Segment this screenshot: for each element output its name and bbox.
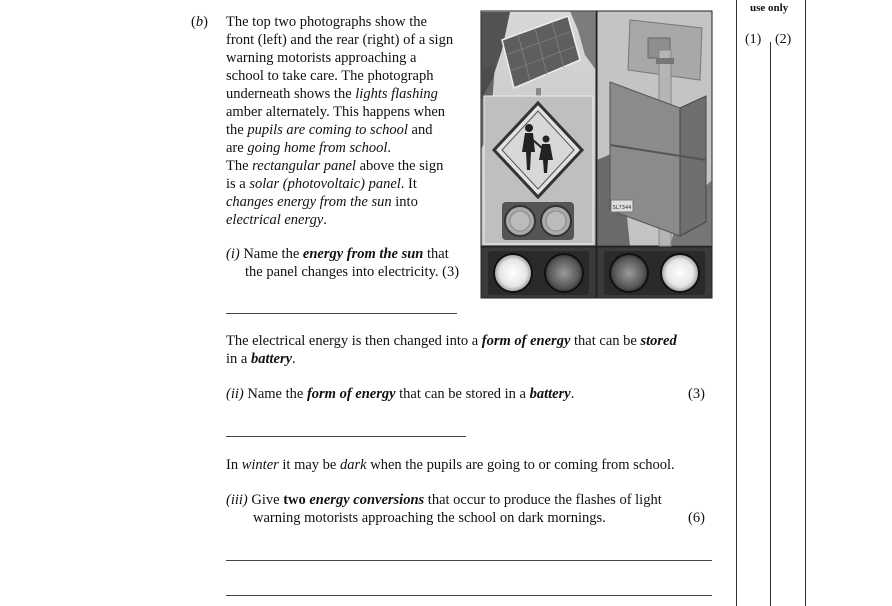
intro-line xyxy=(226,139,453,157)
intro-line xyxy=(226,175,453,193)
text-run: school to take care. The photograph xyxy=(226,68,434,84)
text-run: front (left) and the rear (right) of a sign xyxy=(226,32,454,48)
text-run: two xyxy=(283,492,306,508)
text-run: above the sign xyxy=(355,158,444,174)
rear-sticker-text: SL7344 xyxy=(612,205,632,211)
question-i-line2 xyxy=(245,263,459,281)
text-run: in a xyxy=(226,351,251,367)
text-run: rectangular panel xyxy=(252,158,356,174)
text-run: and xyxy=(407,122,433,138)
intro-line xyxy=(226,121,453,139)
text-run: Name the xyxy=(243,386,307,402)
rear-photo xyxy=(597,11,712,246)
text-run: changes energy from the sun xyxy=(226,194,392,210)
intro-line xyxy=(226,49,453,67)
intro-line xyxy=(226,67,453,85)
text-run: battery xyxy=(250,351,293,367)
text-run: pupils are coming to school xyxy=(247,122,408,138)
text-run: stored xyxy=(640,333,677,349)
text-run: winter xyxy=(241,457,279,473)
text-run: the panel changes into electricity. (3) xyxy=(245,264,460,280)
intro-paragraph xyxy=(226,13,453,229)
intro-line xyxy=(226,31,453,49)
lights-flashing-photos xyxy=(481,247,712,298)
front-photo xyxy=(481,11,596,246)
question-iii-line1 xyxy=(226,491,662,509)
question-i-line1 xyxy=(226,245,449,263)
sign-photographs xyxy=(480,10,713,299)
photo-illustration xyxy=(480,10,713,299)
intro-line xyxy=(226,193,453,211)
text-run: it may be xyxy=(278,457,340,473)
text-run: solar (photovoltaic) panel xyxy=(249,176,401,192)
text-run: energy conversions xyxy=(309,492,425,508)
text-run: are xyxy=(226,140,248,156)
answer-line-i[interactable] xyxy=(226,313,457,314)
text-run: Name the xyxy=(239,246,303,262)
mark-column-2: (2) xyxy=(775,32,792,47)
answer-line-ii[interactable] xyxy=(226,436,466,437)
text-run: The electrical energy is then changed into a xyxy=(226,333,482,349)
text-run: amber alternately. This happens when xyxy=(226,104,446,120)
text-run: when the pupils are going to or coming from school. xyxy=(366,457,675,473)
intro-line xyxy=(226,103,453,121)
text-run: that can be stored in a xyxy=(395,386,530,402)
text-run: into xyxy=(391,194,418,210)
intro-line xyxy=(226,157,453,175)
text-run: dark xyxy=(340,457,367,473)
text-run: that xyxy=(423,246,449,262)
use-only-label: use only xyxy=(750,2,789,14)
text-run: (i) xyxy=(226,246,240,262)
text-run: that occur to produce the flashes of light xyxy=(424,492,662,508)
question-iii-marks: (6) xyxy=(688,510,705,526)
text-run: form of energy xyxy=(481,333,571,349)
text-run: The xyxy=(226,158,253,174)
margin-rule-middle xyxy=(770,42,771,606)
text-run: . xyxy=(570,386,575,402)
question-ii-marks: (3) xyxy=(688,386,705,402)
text-run: . xyxy=(387,140,391,156)
text-run: lights flashing xyxy=(355,86,438,102)
text-run: underneath shows the xyxy=(226,86,356,102)
text-run: electrical energy xyxy=(226,212,324,228)
question-iii-line2 xyxy=(253,509,606,527)
text-run: form of energy xyxy=(306,386,396,402)
text-run: Give xyxy=(247,492,284,508)
answer-line-iii-1[interactable] xyxy=(226,560,712,561)
answer-line-iii-2[interactable] xyxy=(226,595,712,596)
text-run: (ii) xyxy=(226,386,244,402)
text-run: warning motorists approaching the school on dark mornings. xyxy=(253,510,606,526)
intro-line xyxy=(226,211,453,229)
margin-rule-right xyxy=(805,0,806,606)
text-run: (iii) xyxy=(226,492,248,508)
text-run: going home from school xyxy=(247,140,388,156)
intro-line xyxy=(226,13,453,31)
margin-rule-left xyxy=(736,0,737,606)
paragraph-winter xyxy=(226,456,675,474)
text-run: The top two photographs show the xyxy=(226,14,427,30)
text-run: the xyxy=(226,122,248,138)
text-run: energy from the sun xyxy=(302,246,424,262)
text-run: is a xyxy=(226,176,250,192)
intro-line xyxy=(226,85,453,103)
text-run: battery xyxy=(529,386,571,402)
text-run: . It xyxy=(400,176,417,192)
text-run: that can be xyxy=(570,333,641,349)
text-run: . xyxy=(292,351,296,367)
text-run: In xyxy=(226,457,242,473)
paragraph-battery-line1 xyxy=(226,332,677,350)
text-run: warning motorists approaching a xyxy=(226,50,417,66)
question-ii xyxy=(226,385,574,403)
text-run: . xyxy=(323,212,327,228)
mark-column-1: (1) xyxy=(745,32,762,47)
part-label: (b) xyxy=(191,14,208,30)
paragraph-battery-line2 xyxy=(226,350,296,368)
